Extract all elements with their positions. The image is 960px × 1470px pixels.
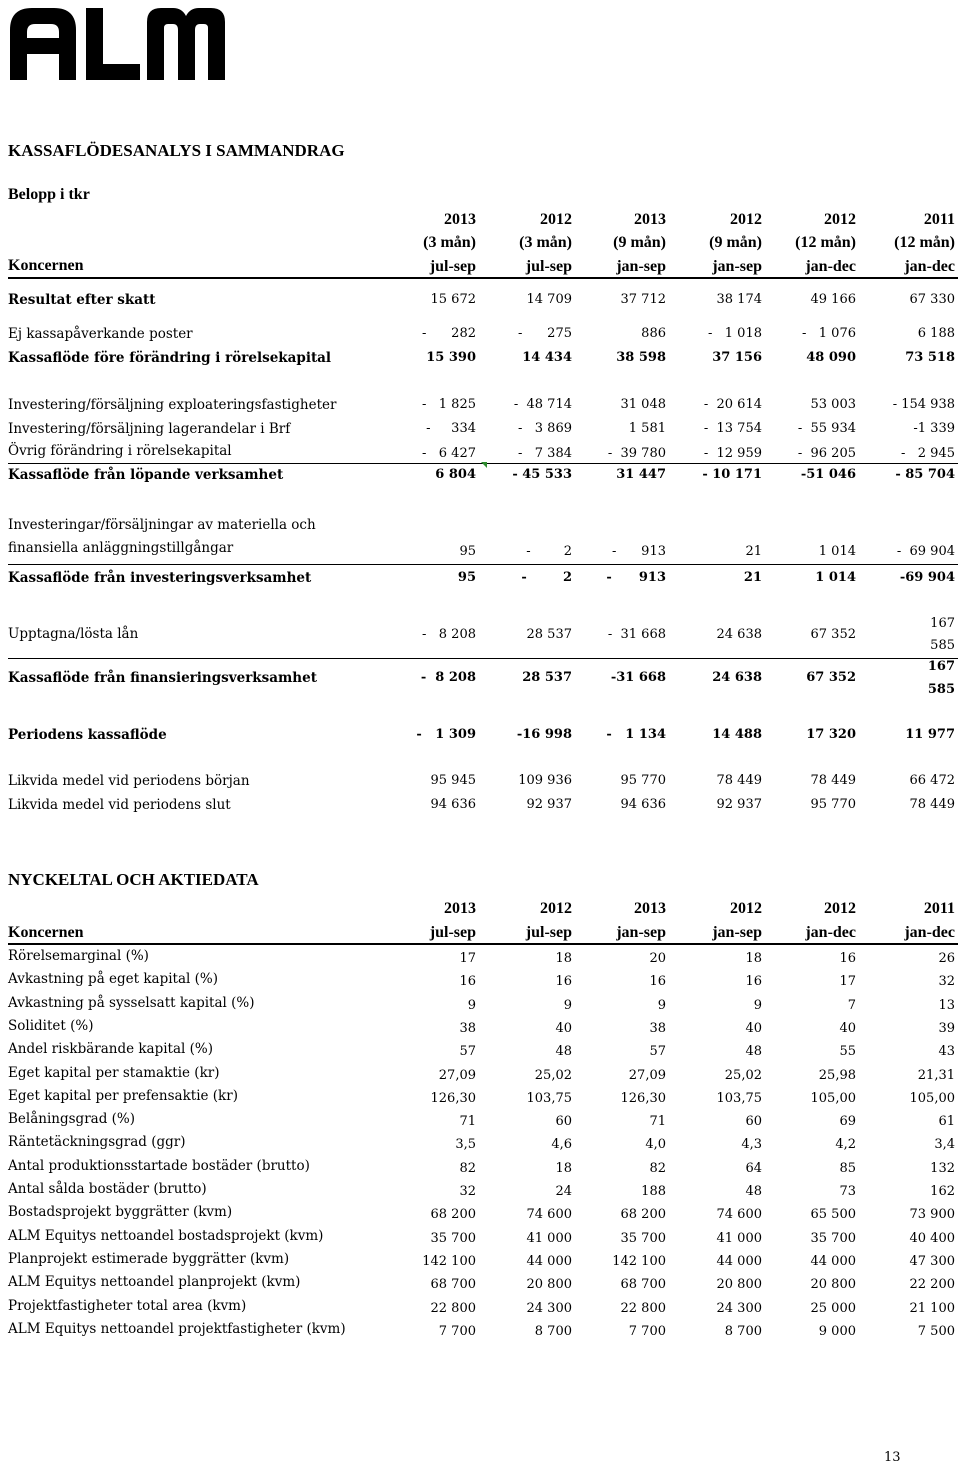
cell: 38 [459,1020,476,1036]
subtotal-rule [8,564,958,565]
header-year: 2012 [730,900,762,917]
row-lopande-verksamhet [8,465,958,487]
cell: 41 000 [716,1230,762,1246]
cell: - 334 [426,421,476,436]
key-figure-row [8,1202,958,1224]
cell: 60 [555,1114,572,1130]
header-year: 2012 [540,900,572,917]
cell: 27,09 [438,1067,476,1083]
cell: 126,30 [430,1090,476,1106]
cell: 78 449 [909,797,955,812]
row-label: Kassaflöde från investeringsverksamhet [8,570,312,586]
key-figure-row [8,1226,958,1248]
cell: 17 [459,951,476,966]
row-label: Övrig förändring i rörelsekapital [8,443,232,459]
cell: 8 700 [534,1323,572,1339]
row-label: Investering/försäljning lagerandelar i Brf [8,421,291,437]
cell: 16 [555,974,572,990]
cell: - 69 904 [896,544,955,559]
cell: 20 800 [810,1277,856,1293]
cell: - 10 171 [702,467,762,482]
green-corner-marker [481,462,487,468]
cell: 142 100 [612,1253,666,1269]
cell: - 1 309 [416,727,476,742]
cell: 68 700 [620,1277,666,1293]
cell: 26 [938,951,955,966]
row-label: Eget kapital per prefensaktie (kr) [8,1087,238,1104]
row-label: Rörelsemarginal (%) [8,948,149,964]
cell: -69 904 [899,570,955,585]
cell: 92 937 [716,797,762,812]
cell: 48 [745,1044,762,1060]
row-label: Andel riskbärande kapital (%) [8,1041,214,1058]
cell: 17 [839,974,856,990]
cashflow-header [8,208,958,280]
header-year: 2012 [730,211,762,228]
cell: 27,09 [628,1067,666,1083]
cell: 95 770 [620,773,666,788]
row-invest-materiella-line1 [8,515,958,537]
cell: 103,75 [716,1090,762,1106]
cell: 18 [745,951,762,966]
header-year: 2011 [923,211,955,228]
header-range: jan-sep [712,258,762,275]
cell: 167 [927,659,955,674]
cell: 22 800 [620,1300,666,1316]
cell: 22 800 [430,1300,476,1316]
cell: 24 300 [716,1300,762,1316]
cell: 9 [563,997,572,1013]
cell: 92 937 [526,797,572,812]
cell: - 96 205 [797,446,856,461]
cell: 25,98 [818,1067,856,1083]
row-label: Soliditet (%) [8,1017,94,1034]
row-likvida-slut [8,795,958,817]
cell: - 1 825 [421,397,476,412]
cell: 11 977 [905,727,955,742]
cell: 15 390 [426,350,476,365]
key-figure-row [8,1086,958,1108]
row-periodens-kassaflode [8,725,958,747]
row-label: Investering/försäljning exploateringsfastigheter [8,397,337,413]
cell: 44 000 [526,1253,572,1269]
key-figures-header [8,897,958,945]
header-range: jan-dec [805,258,856,275]
cell: 67 352 [806,670,856,685]
cell: 74 600 [526,1207,572,1223]
cell: 109 936 [518,773,572,788]
cell: 1 581 [628,421,666,436]
cell: 71 [459,1114,476,1130]
header-period: (12 mån) [795,234,856,251]
row-invest-lagerandelar [8,419,958,441]
header-range: jan-sep [616,924,666,941]
cell: 18 [555,951,572,966]
header-range: jul-sep [525,924,572,941]
cell: 94 636 [430,797,476,812]
cell: - 48 714 [513,397,572,412]
cell: 7 500 [917,1323,955,1339]
key-figure-row [8,1319,958,1341]
cell: 28 537 [526,627,572,642]
header-year: 2013 [444,211,476,228]
cell: 40 [555,1020,572,1036]
header-group-label: Koncernen [8,257,84,274]
key-figure-row [8,1156,958,1178]
header-year: 2011 [923,900,955,917]
cell: -1 339 [913,421,955,436]
cell: 35 700 [810,1230,856,1246]
cell: - 7 384 [517,446,572,461]
cell: 74 600 [716,1207,762,1223]
cell: 16 [745,974,762,990]
cell: - 3 869 [517,421,572,436]
cell: 49 166 [810,292,856,307]
cell: 73 518 [905,350,955,365]
cell: 25,02 [724,1067,762,1083]
cell: - 13 754 [703,421,762,436]
cell: 68 700 [430,1277,476,1293]
cell: 3,5 [455,1137,476,1153]
header-range: jul-sep [429,258,476,275]
header-rule [8,943,958,945]
cell: 3,4 [934,1137,955,1153]
key-figure-row [8,1039,958,1061]
cell: - 12 959 [703,446,762,461]
cell: 43 [938,1044,955,1060]
cell: 9 [657,997,666,1013]
cell: 78 449 [810,773,856,788]
row-label: Belåningsgrad (%) [8,1111,135,1128]
header-range: jan-dec [904,258,955,275]
cell: 17 320 [806,727,856,742]
header-year: 2013 [634,900,666,917]
cell: 9 000 [818,1323,856,1339]
cell: 9 [467,997,476,1013]
row-label: Likvida medel vid periodens slut [8,797,231,813]
cell: 9 [753,997,762,1013]
cell: 21 [743,570,762,585]
key-figure-row [8,969,958,991]
key-figure-row [8,1249,958,1271]
cell: 37 712 [620,292,666,307]
cell: 35 700 [430,1230,476,1246]
row-fore-forandring [8,348,958,370]
header-year: 2013 [634,211,666,228]
cell: 40 [745,1020,762,1036]
cell: 105,00 [909,1090,955,1106]
cell: 35 700 [620,1230,666,1246]
cell: 66 472 [909,773,955,788]
cell: - 913 [612,544,666,559]
header-range: jan-sep [616,258,666,275]
row-ej-kassapaverkande [8,324,958,346]
cell: 44 000 [716,1253,762,1269]
cell: - 282 [422,326,476,341]
cell: 68 200 [430,1207,476,1223]
cell: 48 [555,1044,572,1060]
cell: 95 [459,544,476,559]
cell: 31 048 [620,397,666,412]
row-label: Antal produktionsstartade bostäder (brutto) [8,1157,310,1174]
cell: 24 [555,1184,572,1199]
cell: 4,2 [835,1137,856,1153]
cell: 16 [649,974,666,990]
cell: 585 [927,682,955,697]
row-label: Ej kassapåverkande poster [8,326,193,342]
cell: 7 700 [438,1323,476,1339]
header-period: (9 mån) [613,234,666,251]
key-figure-row [8,1063,958,1085]
cell: 39 [938,1020,955,1036]
cell: 105,00 [810,1090,856,1106]
cell: 73 900 [909,1207,955,1223]
cell: 41 000 [526,1230,572,1246]
key-figure-row [8,1109,958,1131]
cell: 1 014 [815,570,856,585]
cell: - 6 427 [421,446,476,461]
header-group-label: Koncernen [8,924,84,941]
row-label: Eget kapital per stamaktie (kr) [8,1064,220,1081]
cell: 67 352 [810,627,856,642]
cell: 132 [930,1160,955,1176]
cell: 7 [847,997,856,1013]
row-label: Avkastning på eget kapital (%) [8,971,219,988]
cell: 53 003 [810,397,856,412]
cell: 57 [459,1044,476,1060]
header-rule [8,277,958,279]
key-figure-row [8,1296,958,1318]
cell: 162 [930,1184,955,1199]
key-figure-row [8,1016,958,1038]
cell: - 275 [518,326,572,341]
cell: 18 [555,1160,572,1176]
row-label: Avkastning på sysselsatt kapital (%) [8,994,255,1011]
cell: 167 [930,616,955,631]
cell: 21,31 [917,1067,955,1083]
key-figure-row [8,1179,958,1201]
cell: -51 046 [800,467,856,482]
header-period: (9 mån) [709,234,762,251]
cell: 21 100 [909,1300,955,1316]
cell: - 55 934 [797,421,856,436]
row-resultat-efter-skatt [8,290,958,312]
cell: 67 330 [909,292,955,307]
cell: 65 500 [810,1207,856,1223]
cell: - 1 134 [606,727,666,742]
cell: 94 636 [620,797,666,812]
key-figure-row [8,946,958,968]
row-label: Kassaflöde före förändring i rörelsekapital [8,350,332,366]
row-likvida-borjan [8,771,958,793]
cashflow-section-title: KASSAFLÖDESANALYS I SAMMANDRAG [8,141,345,160]
cell: - 85 704 [895,467,955,482]
cell: 1 014 [818,544,856,559]
cell: 78 449 [716,773,762,788]
cell: 31 447 [616,467,666,482]
cell: 24 638 [712,670,762,685]
cell: 55 [839,1044,856,1060]
cell: 24 300 [526,1300,572,1316]
cell: 21 [745,544,762,559]
cell: -31 668 [610,670,666,685]
cell: 38 598 [616,350,666,365]
row-label: Kassaflöde från finansieringsverksamhet [8,670,317,686]
cell: 4,6 [551,1137,572,1153]
cell: 20 800 [526,1277,572,1293]
cell: 103,75 [526,1090,572,1106]
cell: 28 537 [522,670,572,685]
row-label: Bostadsprojekt byggrätter (kvm) [8,1204,233,1221]
cell: 886 [641,326,666,341]
cell: 48 [745,1184,762,1199]
page-number: 13 [884,1450,901,1465]
header-range: jan-dec [904,924,955,941]
cell: - 8 208 [421,627,476,642]
row-label: Projektfastigheter total area (kvm) [8,1297,247,1314]
cell: 14 488 [712,727,762,742]
cell: - 8 208 [420,670,476,685]
row-label: Upptagna/lösta lån [8,626,139,642]
row-label: Periodens kassaflöde [8,727,167,743]
cell: 585 [930,638,955,653]
cell: 32 [938,974,955,990]
header-range: jan-dec [805,924,856,941]
cell: 6 188 [917,326,955,341]
header-year: 2013 [444,900,476,917]
row-label: Antal sålda bostäder (brutto) [8,1181,207,1197]
cell: 95 [457,570,476,585]
cell: 47 300 [909,1253,955,1269]
cell: 6 804 [435,467,476,482]
header-range: jul-sep [429,924,476,941]
cell: - 2 [526,544,572,559]
amount-unit-label: Belopp i tkr [8,186,90,203]
header-period: (3 mån) [423,234,476,251]
cell: -16 998 [516,727,572,742]
cell: 71 [649,1114,666,1130]
cell: - 154 938 [892,397,955,412]
cell: 44 000 [810,1253,856,1269]
row-finansieringsverksamhet [8,659,958,703]
cell: 38 [649,1020,666,1036]
key-figures-title: NYCKELTAL OCH AKTIEDATA [8,870,259,889]
header-period: (3 mån) [519,234,572,251]
cell: 60 [745,1114,762,1130]
cell: 40 [839,1020,856,1036]
row-label: ALM Equitys nettoandel planprojekt (kvm) [8,1274,301,1291]
cell: - 39 780 [607,446,666,461]
cell: 15 672 [430,292,476,307]
header-range: jul-sep [525,258,572,275]
cell: 24 638 [716,627,762,642]
cell: 188 [641,1184,666,1199]
key-figure-row [8,993,958,1015]
cell: 85 [839,1160,856,1176]
row-label: Räntetäckningsgrad (ggr) [8,1134,186,1151]
key-figure-row [8,1132,958,1154]
key-figure-row [8,1272,958,1294]
cell: 95 770 [810,797,856,812]
row-label: Kassaflöde från löpande verksamhet [8,467,284,483]
row-label: Likvida medel vid periodens början [8,773,250,789]
cell: 20 800 [716,1277,762,1293]
cell: 126,30 [620,1090,666,1106]
row-label: Planprojekt estimerade byggrätter (kvm) [8,1250,290,1267]
cell: 32 [459,1184,476,1199]
cell: 7 700 [628,1323,666,1339]
row-label: Investeringar/försäljningar av materiella och [8,517,316,533]
header-year: 2012 [824,211,856,228]
cell: 64 [745,1160,762,1176]
cell: 20 [649,951,666,966]
row-invest-exploatering [8,395,958,417]
row-invest-materiella [8,538,958,560]
cell: 48 090 [806,350,856,365]
header-year: 2012 [824,900,856,917]
cell: - 2 [521,570,572,585]
cell: 73 [839,1184,856,1199]
cell: - 2 945 [900,446,955,461]
cell: 82 [649,1160,666,1176]
row-label: ALM Equitys nettoandel bostadsprojekt (kvm) [8,1227,324,1244]
cell: - 1 076 [801,326,856,341]
cell: 22 200 [909,1277,955,1293]
row-upptagna-lan [8,614,958,658]
cell: 69 [839,1114,856,1130]
cell: 4,0 [645,1137,666,1153]
row-label: ALM Equitys nettoandel projektfastigheter (kvm) [8,1320,346,1337]
cell: 82 [459,1160,476,1176]
cell: 25,02 [534,1067,572,1083]
cell: 40 400 [909,1230,955,1246]
cell: 14 709 [526,292,572,307]
cell: 16 [459,974,476,990]
cell: 14 434 [522,350,572,365]
row-ovrig-forandring [8,441,958,463]
cell: - 31 668 [607,627,666,642]
header-range: jan-sep [712,924,762,941]
cell: 142 100 [422,1253,476,1269]
cell: 57 [649,1044,666,1060]
cell: - 913 [606,570,666,585]
row-investeringsverksamhet [8,568,958,590]
cell: 38 174 [716,292,762,307]
cell: 61 [938,1114,955,1130]
cell: 13 [938,997,955,1013]
cell: - 45 533 [512,467,572,482]
header-year: 2012 [540,211,572,228]
cell: - 20 614 [703,397,762,412]
cell: 37 156 [712,350,762,365]
header-period: (12 mån) [894,234,955,251]
cell: 16 [839,951,856,966]
alm-logo [10,8,225,80]
cell: 95 945 [430,773,476,788]
row-label: Resultat efter skatt [8,292,156,308]
cell: 25 000 [810,1300,856,1316]
cell: - 1 018 [707,326,762,341]
cell: 68 200 [620,1207,666,1223]
cell: 8 700 [724,1323,762,1339]
cell: 4,3 [741,1137,762,1153]
row-label: finansiella anläggningstillgångar [8,540,234,556]
